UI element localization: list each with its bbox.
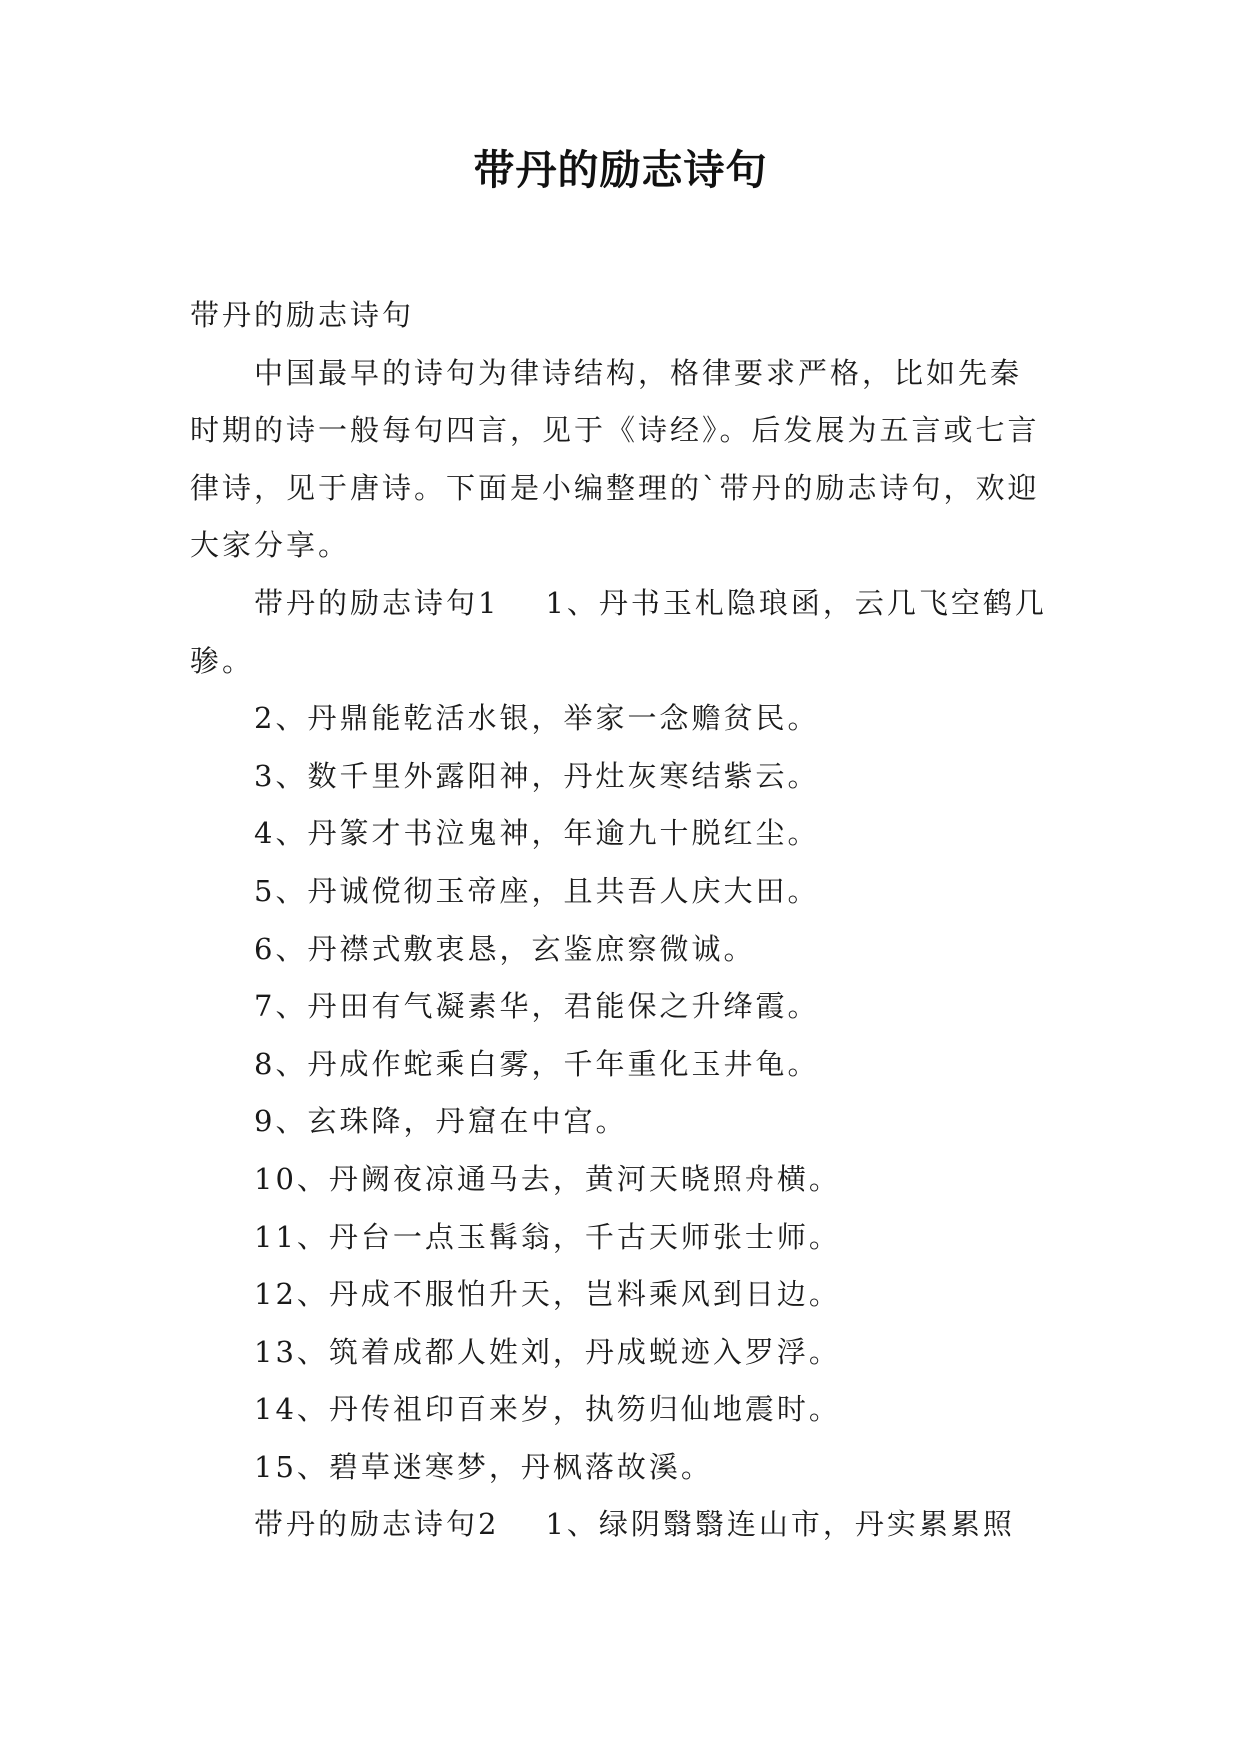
poem-line: 12、丹成不服怕升天，岂料乘风到日边。 bbox=[254, 1277, 841, 1312]
section-2-heading-line bbox=[190, 1496, 1050, 1554]
poem-line: 5、丹诚傥彻玉帝座，且共吾人庆大田。 bbox=[254, 873, 820, 908]
poem-line: 14、丹传祖印百来岁，执笏归仙地震时。 bbox=[254, 1392, 841, 1427]
poem-line: 9、玄珠降，丹窟在中宫。 bbox=[254, 1104, 628, 1139]
poem-line: 3、数千里外露阳神，丹灶灰寒结紫云。 bbox=[254, 758, 820, 793]
section-1-heading: 带丹的励志诗句1 bbox=[254, 585, 500, 620]
poem-line: 4、丹篆才书泣鬼神，年逾九十脱红尘。 bbox=[254, 816, 820, 851]
intro-paragraph: 中国最早的诗句为律诗结构，格律要求严格，比如先秦时期的诗一般每句四言，见于《诗经》。后发展为五言或七言律诗，见于唐诗。下面是小编整理的`带丹的励志诗句，欢迎大家分享。 bbox=[190, 355, 1040, 563]
poem-line: 15、碧草迷寒梦，丹枫落故溪。 bbox=[254, 1449, 713, 1484]
document-body bbox=[190, 287, 1050, 1554]
poem-line: 8、丹成作蛇乘白雾，千年重化玉井龟。 bbox=[254, 1046, 820, 1081]
poem-line: 6、丹襟式敷衷恳，玄鉴庶察微诚。 bbox=[254, 931, 756, 966]
section-1-heading-line bbox=[190, 575, 1050, 690]
poem-line: 10、丹阙夜凉通马去，黄河天晓照舟横。 bbox=[254, 1161, 841, 1196]
poem-line: 11、丹台一点玉髯翁，千古天师张士师。 bbox=[254, 1219, 841, 1254]
section-2-heading: 带丹的励志诗句2 bbox=[254, 1507, 500, 1542]
poem-line: 7、丹田有气凝素华，君能保之升绛霞。 bbox=[254, 989, 820, 1024]
poem-line: 1、丹书玉札隐琅函，云几飞空鹤几骖。 bbox=[190, 585, 1047, 678]
poem-line: 1、绿阴翳翳连山市，丹实累累照 bbox=[545, 1507, 1015, 1542]
poem-line: 2、丹鼎能乾活水银，举家一念赡贫民。 bbox=[254, 701, 820, 736]
poem-line: 13、筑着成都人姓刘，丹成蜕迹入罗浮。 bbox=[254, 1334, 841, 1369]
page-title: 带丹的励志诗句 bbox=[473, 146, 768, 194]
document-subtitle: 带丹的励志诗句 bbox=[190, 298, 415, 332]
